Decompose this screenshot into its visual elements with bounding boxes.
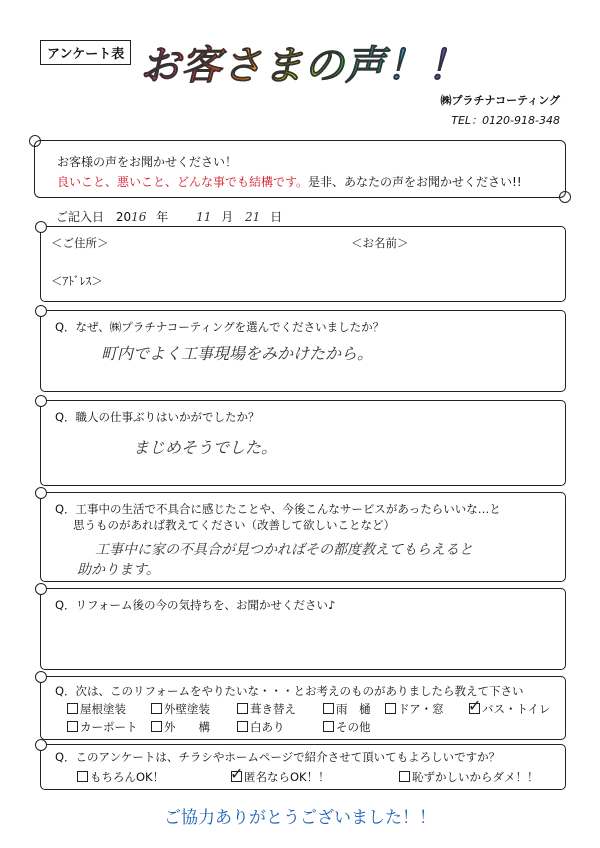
company-name: ㈱プラチナコーティング	[440, 94, 560, 107]
answer-improvement-2[interactable]: 助かります。	[77, 562, 160, 578]
month-value[interactable]: 11	[196, 210, 212, 224]
form-tag: アンケート表	[40, 40, 131, 65]
address-kana-label: ＜ｱﾄﾞﾚｽ＞	[51, 274, 103, 288]
question-reform: Q．次は、このリフォームをやりたいな・・・とお考えのものがありましたら教えて下さい	[55, 684, 524, 698]
intro-highlight: 良いこと、悪いこと、どんな事でも結構です。	[57, 175, 309, 189]
intro-banner	[34, 140, 566, 198]
entry-date	[56, 208, 282, 225]
option-termite[interactable]: 白あり	[237, 719, 285, 735]
checkbox[interactable]	[399, 771, 410, 782]
question-reason: Q．なぜ、㈱プラチナコーティングを選んでくださいましたか？	[55, 320, 385, 334]
question-box-reason	[40, 310, 566, 392]
option-other[interactable]: その他	[323, 719, 371, 735]
year-value[interactable]: 16	[131, 210, 147, 224]
address-label: ＜ご住所＞	[51, 236, 109, 250]
option-wall-paint[interactable]: 外壁塗装	[151, 701, 210, 717]
option-anonymous-ok[interactable]: ✓ 匿名ならOK！！	[231, 769, 330, 785]
checkbox[interactable]	[151, 721, 162, 732]
name-label: ＜お名前＞	[351, 236, 409, 250]
question-box-feelings	[40, 588, 566, 670]
option-gutter[interactable]: 雨 樋	[323, 701, 371, 717]
checkbox[interactable]	[237, 721, 248, 732]
phone-number: TEL：0120-918-348	[451, 114, 560, 127]
option-roof-paint[interactable]: 屋根塗装	[67, 701, 126, 717]
option-bath-toilet[interactable]: ✓ バス・トイレ	[469, 701, 550, 717]
checkbox[interactable]	[151, 703, 162, 714]
question-feelings: Q．リフォーム後の今の気持ちを、お聞かせください♪	[55, 598, 336, 612]
answer-reason[interactable]: 町内でよく工事現場をみかけたから。	[101, 344, 374, 363]
question-box-improvement	[40, 492, 566, 582]
option-ok[interactable]: もちろんOK！	[77, 769, 164, 785]
question-box-reform	[40, 676, 566, 740]
intro-line-2	[57, 173, 522, 190]
option-reroof[interactable]: 葺き替え	[237, 701, 296, 717]
checkbox-checked[interactable]	[469, 703, 480, 714]
checkbox[interactable]	[77, 771, 88, 782]
option-decline[interactable]: 恥ずかしいからダメ！！	[399, 769, 539, 785]
answer-improvement-1[interactable]: 工事中に家の不具合が見つかればその都度教えてもらえると	[95, 542, 473, 558]
intro-line-1: お客様の声をお聞かせください！	[57, 155, 238, 169]
answer-craftsman[interactable]: まじめそうでした。	[133, 438, 278, 457]
address-box	[40, 226, 566, 302]
checkbox[interactable]	[323, 703, 334, 714]
checkbox[interactable]	[385, 703, 396, 714]
checkbox[interactable]	[67, 721, 78, 732]
question-box-craftsman	[40, 400, 566, 486]
option-exterior[interactable]: 外 構	[151, 719, 210, 735]
question-improvement-2: 思うものがあれば教えてください（改善して欲しいことなど）	[73, 518, 395, 532]
year-prefix: 20	[115, 210, 132, 224]
option-carport[interactable]: カーポート	[67, 719, 138, 735]
question-box-permission	[40, 744, 566, 790]
question-permission: Q．このアンケートは、チラシやホームページで紹介させて頂いてもよろしいですか？	[55, 750, 501, 764]
checkbox[interactable]	[323, 721, 334, 732]
form-title: お客さまの声！！	[140, 34, 468, 91]
checkbox-checked[interactable]	[231, 771, 242, 782]
question-improvement-1: Q．工事中の生活で不具合に感じたことや、今後こんなサービスがあったらいいな…と	[55, 502, 501, 516]
date-label: ご記入日	[56, 210, 105, 224]
question-craftsman: Q．職人の仕事ぶりはいかがでしたか？	[55, 410, 260, 424]
day-label: 日	[270, 210, 283, 224]
checkbox[interactable]	[237, 703, 248, 714]
thanks-message: ご協力ありがとうございました！！	[164, 808, 436, 828]
day-value[interactable]: 21	[245, 210, 261, 224]
intro-request: 是非、あなたの声をお聞かせください!!	[308, 175, 522, 189]
month-label: 月	[221, 210, 234, 224]
checkbox[interactable]	[67, 703, 78, 714]
year-label: 年	[156, 210, 169, 224]
option-door-window[interactable]: ドア・窓	[385, 701, 444, 717]
